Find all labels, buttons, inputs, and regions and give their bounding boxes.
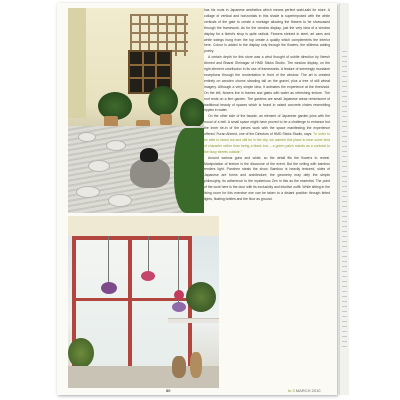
stepping-stone [106, 140, 126, 151]
article-paragraph: A certain depth for this store was a wind thought of subtle direction by Neesh Ahmed and Bharat Shrinagar of HMD Sticks Studio. The window display, on the right element unorthodox in its use of frameworks. A feature of seemingly mundane exceptions through the reorientation in front of the window. The art is created entirely on wooden churns standing tall on the gravel, plus a tree of still wheat imagery. Although a very simple idea, it animates the experience at the threshold. On the left, flowers live in frames and gates with water as refreshing texture. The roof rests on a firm garden. The gardens are small Japanese areas reminiscent of traditional beauty of spaces which is found in raised concrete circles resembling ripples in water. [204, 55, 330, 113]
stepping-stone [88, 160, 110, 172]
stepping-stone [76, 186, 100, 198]
zen-garden-photo [68, 8, 204, 213]
wall-panel [68, 8, 86, 118]
highlighted-quote: "In order to be able to stand out and still be in the city, we wanted this place to bear some kind of character rather than being a blank box – a green patch stands as a contrast to the busy streets outside." [204, 132, 331, 154]
potted-plant [68, 338, 94, 368]
pink-bloom [174, 290, 184, 300]
article-paragraph: has his roots in Japanese aesthetics which means perfect wabi-sabi for store. A collage of vertical and horizontals in this shade is superimposed with the white verticals of the gate to create a montage allowing the flowers to be showcased through the framework. As for the window display, just the very idea of a window display for a florist's shop is quite radical. Flowers shrined in steel, art cans and white swings hung from the top create a quality which complements the interior here. Colour is added to the display only through the flowers, the stillness adding poetry. [204, 8, 330, 54]
plant-cluster [180, 98, 204, 128]
adjacent-page-text [342, 51, 347, 351]
article-paragraph: On the other side of the facade, an element of Japanese garden joins with the mood of a bell. A small space might have proved to be a challenge to enhance but the inner tie-in of the pieces work with the space manifesting the experience offered. Furan Ahmed, one of the Directors of HMD Sticks Studio, says: "In order to be able to stand out and still be in the city, we wanted this place to bear some kind of character rather than being a blank box – a green patch stands as a contrast to the busy streets outside." [204, 114, 331, 154]
vase [190, 352, 202, 378]
plant-cluster [148, 86, 178, 116]
stepping-stone [108, 194, 132, 207]
adjacent-page-edge [339, 3, 349, 395]
hanging-wire [148, 236, 149, 276]
article-paragraph: Around various guns and white, so the detail fits the flowers to reveal. Manipulation of texture is the discourse of the event. But the ceiling with bamboo renders light. Panchen steals the show. Bamboo is heavily textured, sides of Japanese are forms and architecture; the geometry may defy the simple philosophy; its adherence to the mysterious Zen in this as the essential. The point of the work here is the door with its exclusivity and intuitive outfit. While sitting in the living room for this exercise one can be taken to a distant position through tinted lights, floating bottles and the floor as ground. [204, 155, 330, 201]
vase [172, 356, 186, 378]
footer-brand: hr.3 [288, 388, 295, 393]
running-footer [288, 388, 320, 393]
stone-basin [130, 158, 170, 188]
ceiling [68, 216, 219, 236]
moss-bank [174, 128, 204, 213]
magazine-page [57, 3, 337, 395]
page-number: 80 [166, 388, 171, 393]
window-display-photo [68, 216, 219, 388]
iron-kettle [140, 148, 158, 162]
article-text-column [204, 8, 330, 390]
plant-pot [160, 114, 172, 125]
stepping-stone [78, 132, 96, 142]
hanging-wire [108, 236, 109, 288]
footer-issue: MARCH 2010 [295, 388, 321, 393]
hanging-flower-pot [141, 271, 155, 281]
hanging-flower-pot [172, 302, 186, 312]
hanging-flower-pot [101, 282, 117, 294]
